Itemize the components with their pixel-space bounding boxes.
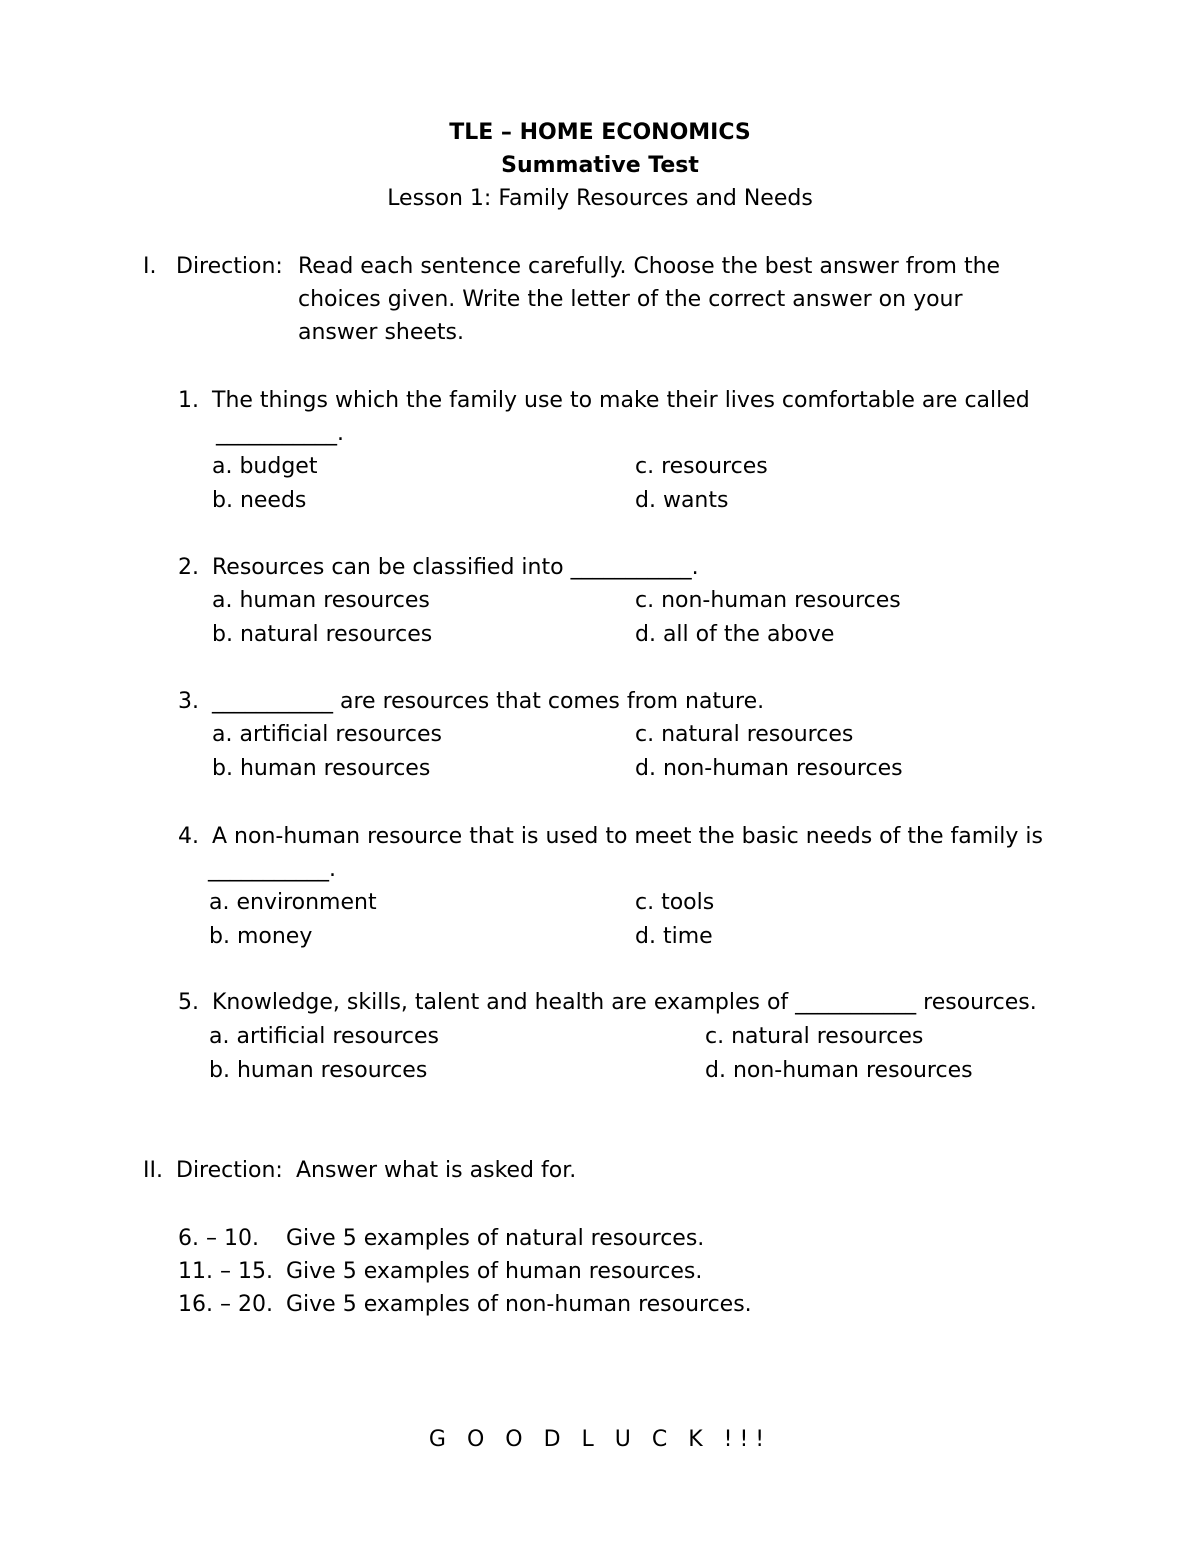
question-1-choice-a: a. budget bbox=[212, 454, 318, 479]
question-4-number: 4. bbox=[178, 824, 199, 849]
question-5-number: 5. bbox=[178, 990, 199, 1015]
section-1-direction-label: Direction: bbox=[176, 254, 283, 279]
question-4-choice-c: c. tools bbox=[635, 890, 715, 915]
question-3-choice-b: b. human resources bbox=[212, 756, 431, 781]
item-6-10-text: Give 5 examples of natural resources. bbox=[286, 1226, 705, 1251]
question-3-stem: ___________ are resources that comes from nature. bbox=[212, 689, 765, 714]
section-1-number: I. bbox=[143, 254, 157, 279]
question-3-choice-a: a. artificial resources bbox=[212, 722, 443, 747]
question-5-choice-d: d. non-human resources bbox=[705, 1058, 973, 1083]
question-5-choice-a: a. artificial resources bbox=[209, 1024, 440, 1049]
item-16-20-range: 16. – 20. bbox=[178, 1292, 273, 1317]
question-5-choice-b: b. human resources bbox=[209, 1058, 428, 1083]
document-title: TLE – HOME ECONOMICS bbox=[449, 120, 751, 145]
item-6-10-range: 6. – 10. bbox=[178, 1226, 259, 1251]
question-1-number: 1. bbox=[178, 388, 199, 413]
question-2-number: 2. bbox=[178, 555, 199, 580]
section-2-number: II. bbox=[143, 1158, 163, 1183]
section-2-direction-text: Answer what is asked for. bbox=[296, 1158, 577, 1183]
document-subtitle: Summative Test bbox=[501, 153, 699, 178]
question-4-stem-cont: ___________. bbox=[208, 857, 336, 882]
question-1-stem-cont: ___________. bbox=[216, 421, 344, 446]
question-2-choice-c: c. non-human resources bbox=[635, 588, 901, 613]
question-1-choice-c: c. resources bbox=[635, 454, 768, 479]
item-16-20-text: Give 5 examples of non-human resources. bbox=[286, 1292, 752, 1317]
question-5-choice-c: c. natural resources bbox=[705, 1024, 924, 1049]
question-3-number: 3. bbox=[178, 689, 199, 714]
question-4-choice-d: d. time bbox=[635, 924, 713, 949]
question-3-choice-d: d. non-human resources bbox=[635, 756, 903, 781]
question-3-choice-c: c. natural resources bbox=[635, 722, 854, 747]
section-1-direction-line-3: answer sheets. bbox=[298, 320, 465, 345]
item-11-15-text: Give 5 examples of human resources. bbox=[286, 1259, 703, 1284]
question-5-stem: Knowledge, skills, talent and health are examples of ___________ resources. bbox=[212, 990, 1037, 1015]
question-1-stem: The things which the family use to make their lives comfortable are called bbox=[212, 388, 1030, 413]
question-2-choice-b: b. natural resources bbox=[212, 622, 433, 647]
question-2-choice-d: d. all of the above bbox=[635, 622, 835, 647]
question-2-choice-a: a. human resources bbox=[212, 588, 430, 613]
question-4-choice-b: b. money bbox=[209, 924, 313, 949]
question-4-stem: A non-human resource that is used to meet the basic needs of the family is bbox=[212, 824, 1043, 849]
lesson-title: Lesson 1: Family Resources and Needs bbox=[387, 186, 813, 211]
question-1-choice-b: b. needs bbox=[212, 488, 307, 513]
section-1-direction-line-1: Read each sentence carefully. Choose the best answer from the bbox=[298, 254, 1001, 279]
item-11-15-range: 11. – 15. bbox=[178, 1259, 273, 1284]
question-1-choice-d: d. wants bbox=[635, 488, 729, 513]
good-luck-closing: G O O D L U C K !!! bbox=[428, 1427, 772, 1452]
section-2-direction-label: Direction: bbox=[176, 1158, 283, 1183]
question-4-choice-a: a. environment bbox=[209, 890, 377, 915]
section-1-direction-line-2: choices given. Write the letter of the correct answer on your bbox=[298, 287, 963, 312]
question-2-stem: Resources can be classified into ___________. bbox=[212, 555, 699, 580]
